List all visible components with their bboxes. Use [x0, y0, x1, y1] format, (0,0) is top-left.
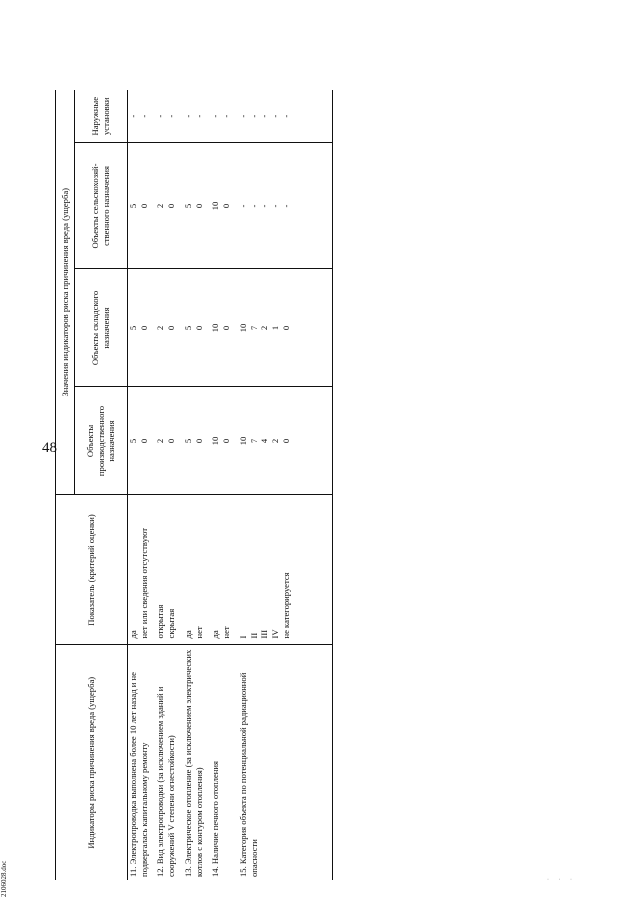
value-cell: 10 [210, 387, 221, 495]
value-cell: 7 [249, 269, 260, 387]
value-cell: 0 [194, 269, 205, 387]
scan-marks: · · · [547, 877, 576, 883]
value-cell: 2 [259, 269, 270, 387]
criterion-cell: не категорируется [281, 495, 292, 645]
value-cell: 0 [221, 143, 232, 269]
value-cell: - [248, 114, 259, 118]
table-body [128, 90, 333, 880]
value-cell: 5 [128, 143, 139, 269]
header-indicator: Индикаторы риска причинения вреда (ущерба) [56, 645, 128, 880]
value-cell: - [280, 114, 291, 118]
criterion-cell: нет [221, 495, 232, 645]
value-cell: 5 [183, 387, 194, 495]
document-id: 2106028.doc [0, 860, 8, 897]
header-criterion: Показатель (критерий оценки) [56, 495, 128, 645]
value-cell: - [270, 143, 281, 269]
value-cell: - [138, 114, 149, 118]
value-cell: 5 [128, 387, 139, 495]
value-cell: 10 [210, 143, 221, 269]
value-cell: 5 [183, 269, 194, 387]
value-cell: 0 [166, 143, 177, 269]
value-cell: - [221, 114, 232, 118]
table-end [292, 90, 333, 880]
indicator-cell: 12. Вид электропроводки (за исключением зданий и сооружений V степени огнестойкости) [155, 645, 176, 880]
indicator-cell: 11. Электропроводка выполнена более 10 лет назад и не подвергалась капитальному ремонту [128, 645, 150, 880]
indicator-cell: 15. Категория объекта по потенциальной радиационной опасности [238, 645, 292, 880]
value-cell: - [238, 143, 249, 269]
value-cell: 5 [183, 143, 194, 269]
criterion-cell: III [259, 495, 270, 645]
value-cell: - [281, 143, 292, 269]
value-cell: - [128, 114, 138, 118]
value-cell: - [270, 114, 281, 118]
value-cell: - [259, 114, 270, 118]
value-cell: 5 [128, 269, 139, 387]
value-cell: - [155, 114, 166, 118]
value-cell: 2 [155, 387, 166, 495]
criterion-cell: да [210, 495, 221, 645]
header-col-production: Объекты производственного назначения [75, 387, 128, 495]
table-row [210, 90, 221, 880]
value-cell: 0 [139, 387, 150, 495]
header-values-group: Значения индикаторов риска причинения вреда (ущерба) [56, 90, 75, 495]
risk-indicator-table [55, 90, 333, 880]
criterion-cell: да [128, 495, 139, 645]
value-cell: 0 [281, 387, 292, 495]
table-row [128, 90, 139, 880]
value-cell: 0 [221, 387, 232, 495]
value-cell: 0 [139, 143, 150, 269]
table-row [183, 90, 194, 880]
value-cell: 1 [270, 269, 281, 387]
criterion-cell: да [183, 495, 194, 645]
value-cell: - [166, 114, 177, 118]
value-cell: 0 [194, 387, 205, 495]
rotated-table-container [55, 90, 555, 880]
value-cell: - [237, 114, 248, 118]
criterion-cell: нет [194, 495, 205, 645]
value-cell: 4 [259, 387, 270, 495]
value-cell: 0 [166, 387, 177, 495]
table-row [155, 90, 166, 880]
value-cell: 0 [221, 269, 232, 387]
header-col-warehouse: Объекты складского назначения [75, 269, 128, 387]
indicator-cell: 13. Электрическое отопление (за исключением электрических котлов с контуром отопления) [183, 645, 204, 880]
criterion-cell: II [249, 495, 260, 645]
value-cell: 2 [155, 269, 166, 387]
value-cell: 0 [139, 269, 150, 387]
header-col-agricultural: Объекты сельскохозяй-ственного назначения [75, 143, 128, 269]
value-cell: 10 [238, 387, 249, 495]
value-cell: 0 [166, 269, 177, 387]
value-cell: 7 [249, 387, 260, 495]
criterion-cell: скрытая [166, 495, 177, 645]
value-cell: - [193, 114, 204, 118]
criterion-cell: открытая [155, 495, 166, 645]
criterion-cell: IV [270, 495, 281, 645]
value-cell: - [182, 114, 193, 118]
criterion-cell: I [238, 495, 249, 645]
value-cell: - [210, 114, 221, 118]
value-cell: 10 [210, 269, 221, 387]
table-row [238, 90, 249, 880]
value-cell: 0 [281, 269, 292, 387]
indicator-cell: 14. Наличие печного отопления [210, 645, 231, 880]
value-cell: 10 [238, 269, 249, 387]
value-cell: - [259, 143, 270, 269]
header-col-outdoor: Наружные установки [75, 90, 128, 143]
page-number: 48 [42, 440, 57, 456]
criterion-cell: нет или сведения отсутствуют [139, 495, 150, 645]
value-cell: 0 [194, 143, 205, 269]
value-cell: 2 [155, 143, 166, 269]
value-cell: 2 [270, 387, 281, 495]
value-cell: - [249, 143, 260, 269]
